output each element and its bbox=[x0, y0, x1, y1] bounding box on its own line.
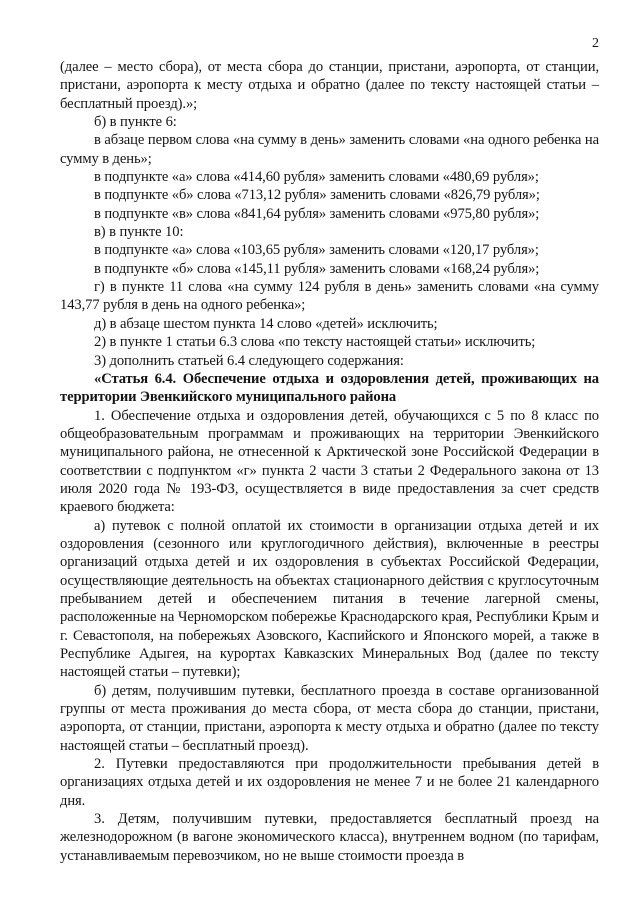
paragraph: в подпункте «б» слова «145,11 рубля» заменить словами «168,24 рубля»; bbox=[94, 260, 540, 277]
article-heading: «Статья 6.4. Обеспечение отдыха и оздоровления детей, проживающих на территории Эвенкийского муниципального района bbox=[60, 370, 599, 406]
paragraph: 1. Обеспечение отдыха и оздоровления детей, обучающихся с 5 по 8 класс по общеобразовательным программам и проживающих на территории Эвенкийского муниципального района, не отнесенной к Арктической зоне Российской Федерации в соответствии с подпунктом «г» пункта 2 части 3 статьи 2 Федерального закона от 13 июля 2020 года № 193-ФЗ, осуществляется в виде предоставления за счет средств краевого бюджета: bbox=[60, 407, 599, 516]
paragraph: 3) дополнить статьей 6.4 следующего содержания: bbox=[94, 352, 404, 369]
document-body bbox=[60, 58, 599, 865]
paragraph: в подпункте «б» слова «713,12 рубля» заменить словами «826,79 рубля»; bbox=[94, 187, 540, 204]
paragraph: д) в абзаце шестом пункта 14 слово «детей» исключить; bbox=[94, 315, 438, 332]
paragraph: 2. Путевки предоставляются при продолжительности пребывания детей в организациях отдыха детей и их оздоровления не менее 7 и не более 21 календарного дня. bbox=[60, 756, 599, 809]
paragraph: 2) в пункте 1 статьи 6.3 слова «по тексту настоящей статьи» исключить; bbox=[94, 334, 536, 351]
paragraph: в подпункте «а» слова «103,65 рубля» заменить словами «120,17 рубля»; bbox=[94, 242, 539, 259]
paragraph: б) в пункте 6: bbox=[94, 114, 177, 131]
paragraph: г) в пункте 11 слова «на сумму 124 рубля в день» заменить словами «на сумму 143,77 рубля в день на одного ребенка»; bbox=[60, 279, 599, 314]
paragraph: б) детям, получившим путевки, бесплатного проезда в составе организованной группы от места проживания до места сбора, от места сбора до станции, пристани, аэропорта, от станции, пристани, аэропорта к месту отдыха и обратно (далее по тексту настоящей статьи – бесплатный проезд). bbox=[60, 682, 599, 754]
paragraph: в) в пункте 10: bbox=[94, 224, 184, 241]
paragraph: а) путевок с полной оплатой их стоимости в организации отдыха детей и их оздоровления (сезонного или круглогодичного действия), включенные в реестры организаций отдыха детей и их оздоровления в субъектах Российской Федерации, осуществляющие деятельность на объектах стационарного действия с круглосуточным пребыванием детей и обеспечением питания в течение лагерной смены, расположенные на Черноморском побережье Краснодарского края, Республики Крым и г. Севастополя, на побережьях Азовского, Каспийского и Японского морей, а также в Республике Адыгея, на курортах Кавказских Минеральных Вод (далее по тексту настоящей статьи – путевки); bbox=[60, 517, 599, 681]
page-number: 2 bbox=[592, 36, 599, 51]
paragraph: в подпункте «в» слова «841,64 рубля» заменить словами «975,80 рубля»; bbox=[94, 205, 540, 222]
paragraph: (далее – место сбора), от места сбора до станции, пристани, аэропорта, от станции, пристани, аэропорта к месту отдыха и обратно (далее по тексту настоящей статьи – бесплатный проезд).»; bbox=[60, 59, 599, 112]
paragraph: в подпункте «а» слова «414,60 рубля» заменить словами «480,69 рубля»; bbox=[94, 169, 539, 186]
paragraph: в абзаце первом слова «на сумму в день» заменить словами «на одного ребенка на сумму в день»; bbox=[60, 132, 599, 167]
paragraph: 3. Детям, получившим путевки, предоставляется бесплатный проезд на железнодорожном (в вагоне экономического класса), внутреннем водном (по тарифам, устанавливаемым перевозчиком, но не выше стоимости проезда в bbox=[60, 811, 599, 864]
